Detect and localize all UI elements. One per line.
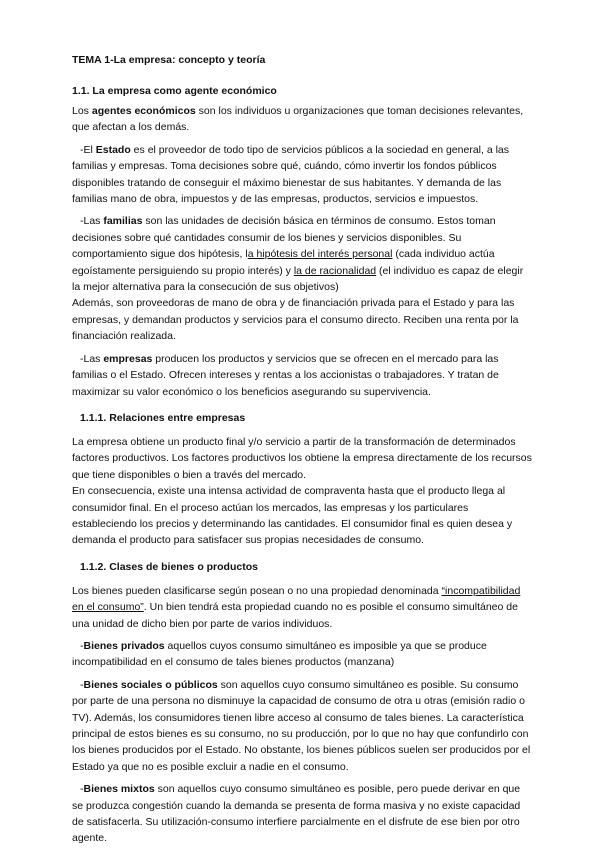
paragraph-clases-intro: Los bienes pueden clasificarse según posean o no una propiedad denominada “incompatibilidad en el consumo”. Un bien tendrá esta propiedad cuando no es posible el consumo simultáneo de una unidad de dicho bien por parte de varios individuos. [72, 584, 521, 630]
paragraph-estado: -El Estado es el proveedor de todo tipo de servicios públicos a la sociedad en general, a las familias y empresas. Toma decisiones sobre qué, cuándo, cómo invertir los fondos públicos disponibles tratando de conseguir el máximo bienestar de sus habitantes. Y demanda de las familias mano de obra, impuestos y de las empresas, productos, servicios e impuestos. [72, 143, 510, 206]
paragraph-agentes: Los agentes económicos son los individuos u organizaciones que toman decisiones relevantes, que afectan a los demás. [72, 105, 524, 134]
section-heading-1-1: 1.1. La empresa como agente económico [72, 85, 277, 97]
paragraph-relaciones-1: La empresa obtiene un producto final y/o servicio a partir de la transformación de determinados factores productivos. Los factores productivos los obtiene la empresa directamente de los recursos que tiene disponibles o bien a través del mercado. [72, 435, 532, 481]
paragraph-bienes-sociales: -Bienes sociales o públicos son aquellos cuyo consumo simultáneo es posible. Su consumo por parte de una persona no disminuye la capacidad de consumo de otra u otras (emisión radio o TV). Además, los consumidores tienen libre acceso al consumo de tales bienes. La característica principal de estos bienes es su consumo, no su producción, por lo que no hay que confundirlo con los bienes producidos por el Estado. No obstante, los bienes públicos suelen ser producidos por el Estado ya que no es posible excluir a nadie en el consumo. [72, 678, 531, 773]
paragraph-bienes-privados: -Bienes privados aquellos cuyos consumo simultáneo es imposible ya que se produce incompatibilidad en el consumo de tales bienes productos (manzana) [72, 639, 487, 669]
section-heading-1-1-1: 1.1.1. Relaciones entre empresas [80, 411, 246, 424]
paragraph-bienes-mixtos: -Bienes mixtos son aquellos cuyo consumo simultáneo es posible, pero puede derivar en que se produzca congestión cuando la demanda se presenta de forma masiva y no existe capacidad de satisfacerla. Su utilización-consumo interfiere parcialmente en el disfrute de ese bien por otro agente. [72, 783, 521, 845]
paragraph-relaciones-2: En consecuencia, existe una intensa actividad de compraventa hasta que el producto llega al consumidor final. En el proceso actúan los mercados, las empresas y los particulares estableciendo los precios y determinando las cantidades. El consumidor final es quien desea y demanda el producto para satisfacer sus propias necesidades de consumo. [72, 485, 513, 547]
document-title: TEMA 1-La empresa: concepto y teoría [72, 54, 266, 66]
paragraph-familias: -Las familias son las unidades de decisión básica en términos de consumo. Estos toman decisiones sobre qué cantidades consumir de los bienes y servicios disponibles. Su comportamiento sigue dos hipótesis, la hipótesis del interés personal (cada individuo actúa egoístamente persiguiendo su propio interés) y la de racionalidad (el individuo es capaz de elegir la mejor alternativa para la consecución de sus objetivos) [72, 215, 524, 294]
section-heading-1-1-2: 1.1.2. Clases de bienes o productos [80, 560, 258, 573]
paragraph-familias-extra: Además, son proveedoras de mano de obra y de financiación privada para el Estado y para las empresas, y demandan productos y servicios para el consumo directo. Reciben una renta por la financiación realizada. [72, 297, 519, 343]
paragraph-empresas: -Las empresas producen los productos y servicios que se ofrecen en el mercado para las familias o el Estado. Ofrecen intereses y rentas a los accionistas o trabajadores. Y tratan de maximizar su valor económico o los beneficios asegurando su supervivencia. [72, 352, 499, 398]
